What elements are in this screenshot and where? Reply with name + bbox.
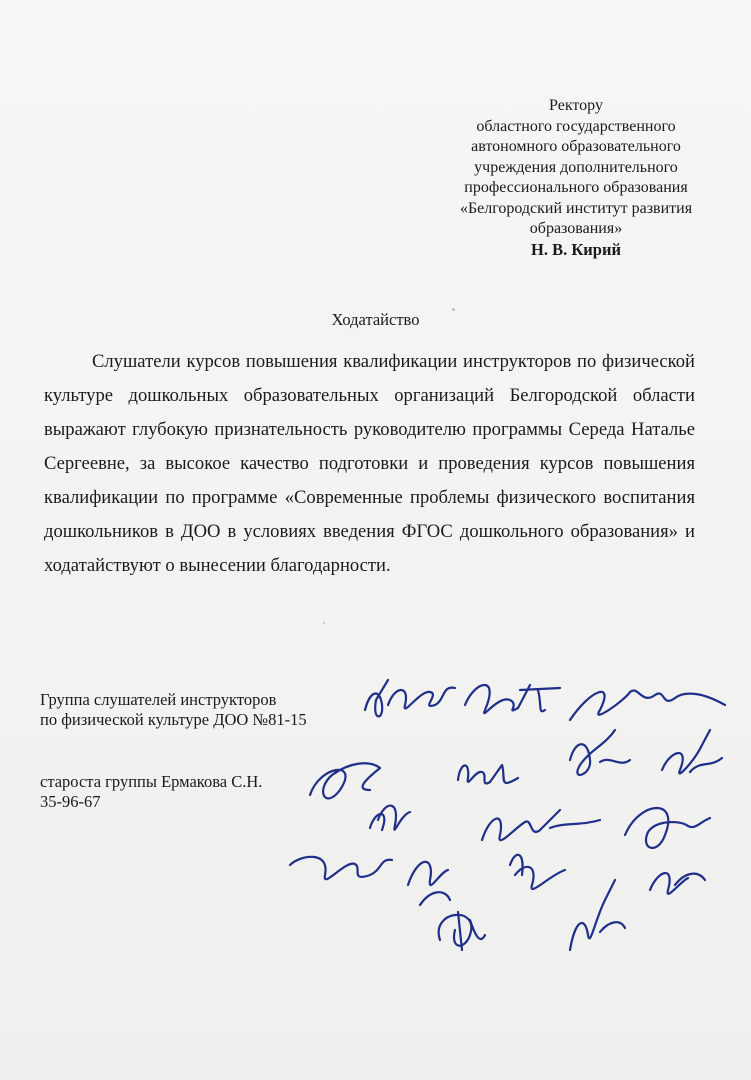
document-title: Ходатайство [331,310,420,329]
signature [625,808,710,848]
elder-phone: 35-96-67 [40,792,101,811]
addressee-line: учреждения дополнительного [474,158,678,176]
signatures-area [270,650,740,970]
addressee-line: «Белгородский институт развития [459,199,693,217]
signature [465,685,560,713]
addressee-block [395,96,751,260]
addressee-name: Н. В. Кирий [530,239,621,259]
addressee-line: Ректору [549,97,603,114]
petition-body: Слушатели курсов повышения квалификации инструкторов по физической культуре дошкольных образовательных организаций Белгородской области выражают глубокую признательность руководителю программы Середа Наталье Сергеевне, за высокое качество подготовки и проведения курсов повышения квалификации по программе «Современные проблемы физического воспитания дошкольников в ДОО в условиях введения ФГОС дошкольного образования» и ходатайствуют о вынесении благодарности. [44,351,695,576]
addressee-line: автономного образовательного [471,138,681,155]
signature [370,806,410,830]
signature [290,857,392,879]
signature [482,810,600,840]
elder-name: староста группы Ермакова С.Н. [40,772,263,791]
signature [458,765,518,783]
signature [365,680,455,716]
scan-speck [323,622,325,624]
signature [570,880,625,950]
addressee-line: профессионального образования [464,179,688,196]
scan-speck [452,308,455,311]
group-elder [40,772,262,812]
signature [662,730,722,773]
addressee-line: областного государственного [476,117,676,135]
signature [650,873,705,894]
signature [510,855,565,889]
signature [570,690,725,720]
addressee-line: образования» [529,220,623,237]
group-caption [40,690,307,730]
group-caption-line: Группа слушателей инструкторов [40,690,277,709]
signature [408,862,450,905]
signature [310,763,380,798]
signature [439,912,485,950]
signature [570,730,630,775]
group-caption-line: по физической культуре ДОО №81-15 [40,710,307,729]
